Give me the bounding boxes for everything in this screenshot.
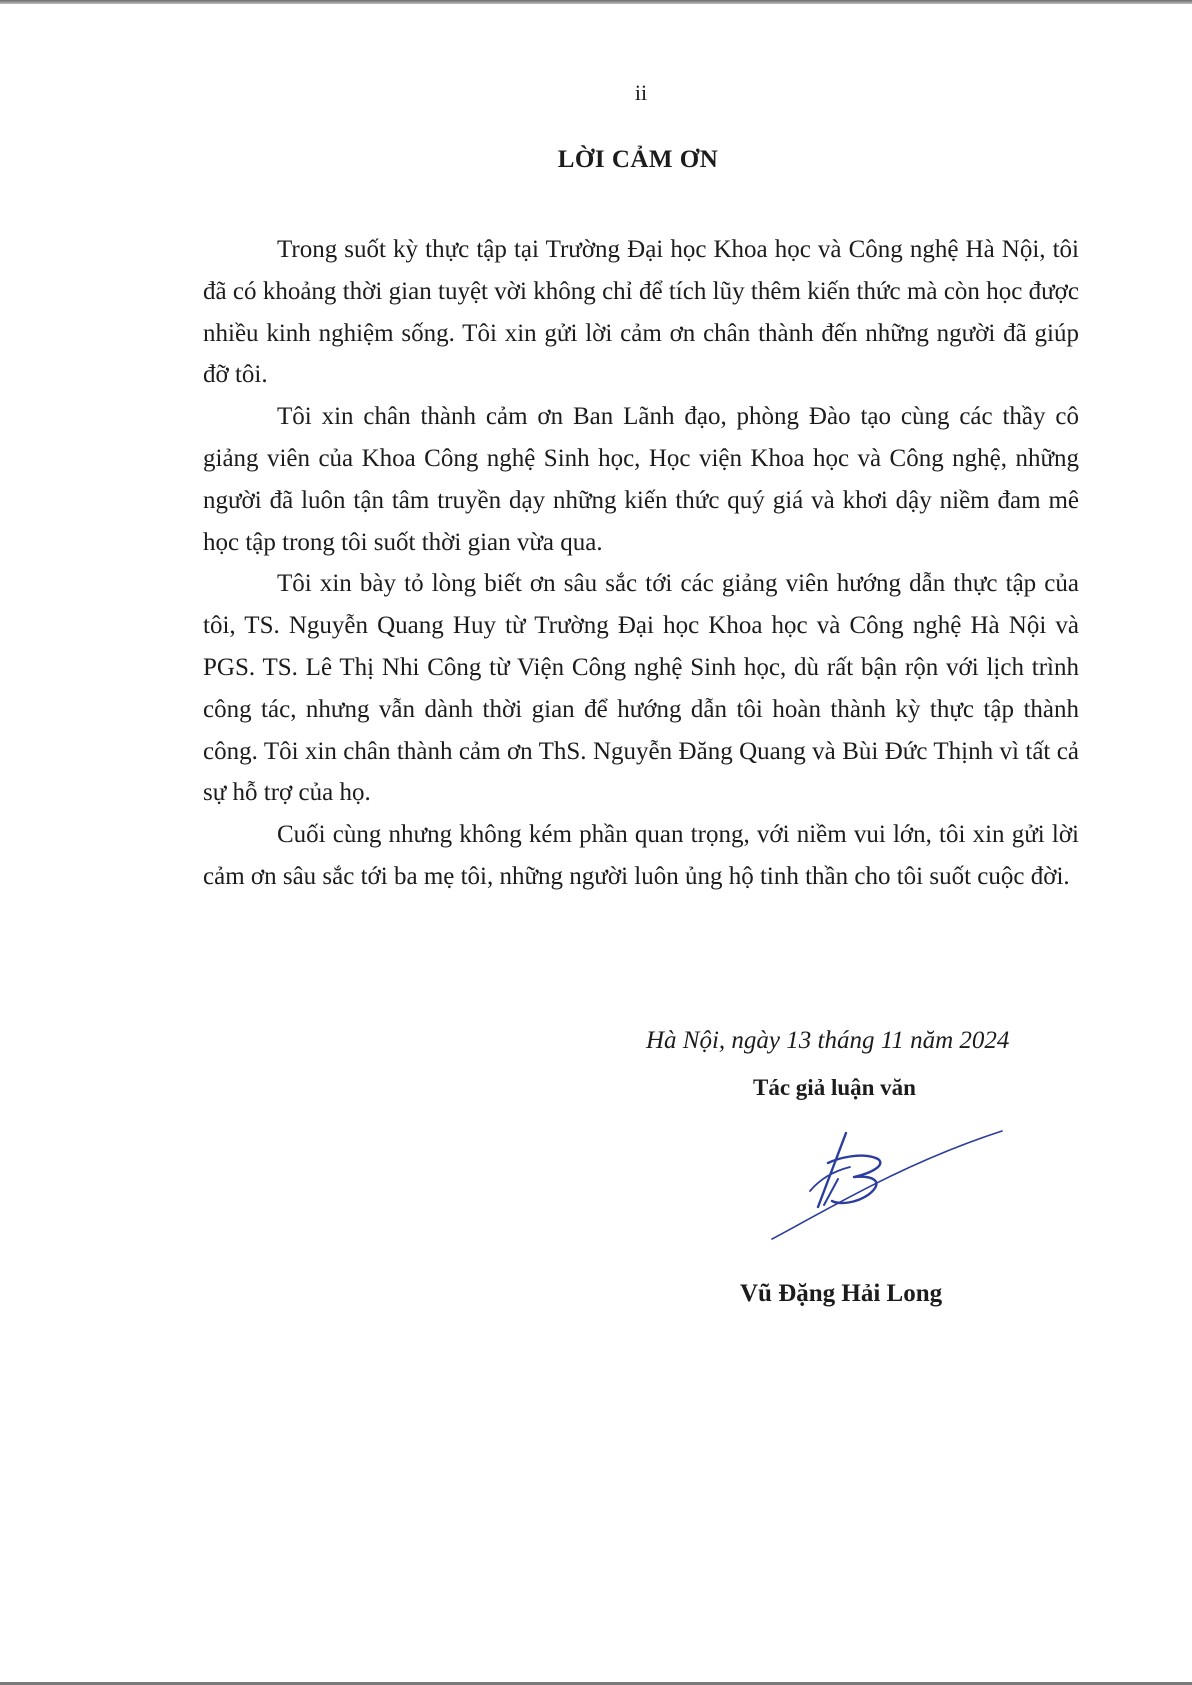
author-role-label: Tác giả luận văn <box>753 1075 916 1100</box>
paragraph: Tôi xin bày tỏ lòng biết ơn sâu sắc tới các giảng viên hướng dẫn thực tập của tôi, TS. Nguyễn Quang Huy từ Trường Đại học Khoa học và Công nghệ Hà Nội và PGS. TS. Lê Thị Nhi Công từ Viện Công nghệ Sinh học, dù rất bận rộn với lịch trình công tác, nhưng vẫn dành thời gian để hướng dẫn tôi hoàn thành kỳ thực tập thành công. Tôi xin chân thành cảm ơn ThS. Nguyễn Đăng Quang và Bùi Đức Thịnh vì tất cả sự hỗ trợ của họ. <box>203 570 1079 807</box>
paragraph: Cuối cùng nhưng không kém phần quan trọng, với niềm vui lớn, tôi xin gửi lời cảm ơn sâu sắc tới ba mẹ tôi, những người luôn ủng hộ tinh thần cho tôi suốt cuộc đời. <box>203 821 1079 890</box>
date-line: Hà Nội, ngày 13 tháng 11 năm 2024 <box>646 1027 1010 1054</box>
scan-edge-top <box>0 0 1192 4</box>
paragraph: Trong suốt kỳ thực tập tại Trường Đại học Khoa học và Công nghệ Hà Nội, tôi đã có khoảng thời gian tuyệt vời không chỉ để tích lũy thêm kiến thức mà còn học được nhiều kinh nghiệm sống. Tôi xin gửi lời cảm ơn chân thành đến những người đã giúp đỡ tôi. <box>203 236 1079 389</box>
page-number: ii <box>634 80 648 105</box>
paragraph: Tôi xin chân thành cảm ơn Ban Lãnh đạo, phòng Đào tạo cùng các thầy cô giảng viên của Khoa Công nghệ Sinh học, Học viện Khoa học và Công nghệ, những người đã luôn tận tâm truyền dạy những kiến thức quý giá và khơi dậy niềm đam mê học tập trong tôi suốt thời gian vừa qua. <box>203 403 1079 556</box>
author-name: Vũ Đặng Hải Long <box>740 1280 943 1307</box>
page-title: LỜI CẢM ƠN <box>557 146 719 173</box>
acknowledgement-body <box>203 229 1079 898</box>
handwritten-signature <box>750 1119 1010 1249</box>
